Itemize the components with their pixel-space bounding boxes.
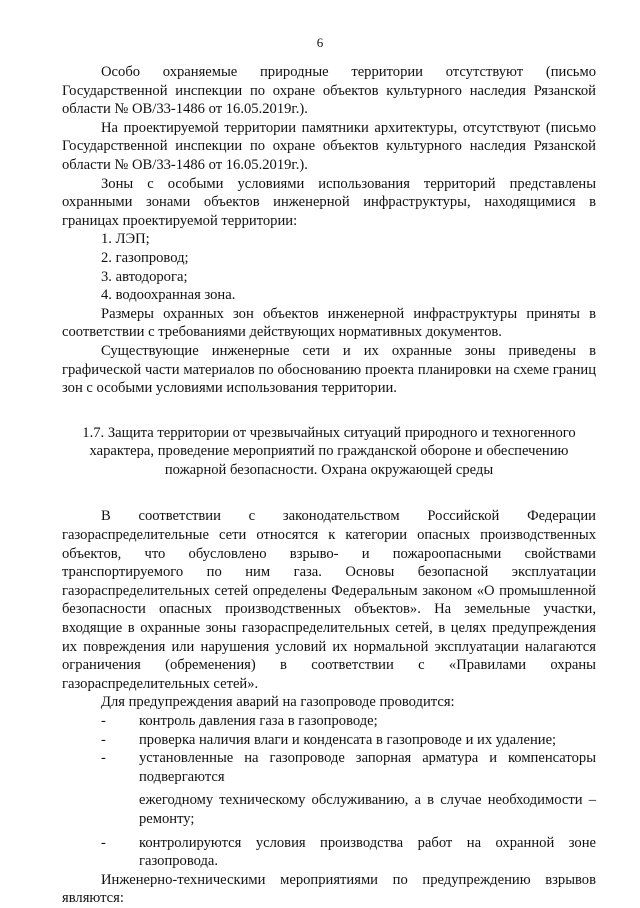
section-heading: 1.7. Защита территории от чрезвычайных ситуаций природного и техногенного характера, проведение мероприятий по гражданской обороне и обеспечению пожарной безопасности. Охрана окружающей среды: [82, 424, 576, 478]
list-item: [62, 712, 596, 731]
paragraph-special-zones: Зоны с особыми условиями использования территорий представлены охранными зонами объектов инженерной инфраструктуры, находящимися в границах проектируемой территории:: [62, 175, 596, 229]
paragraph-engineering-measures: Инженерно-техническими мероприятиями по предупреждению взрывов являются:: [62, 871, 596, 907]
dash-marker: -: [101, 750, 106, 767]
list-item-continuation: ежегодному техническому обслуживанию, а в случае необходимости – ремонту;: [139, 792, 596, 827]
list-item: 2. газопровод;: [101, 249, 189, 266]
list-item-text: контроль давления газа в газопроводе;: [139, 713, 378, 729]
list-item: 3. автодорога;: [101, 268, 188, 285]
list-item: [62, 731, 596, 750]
list-item-text: проверка наличия влаги и конденсата в газопроводе и их удаление;: [139, 731, 557, 748]
paragraph-accident-prevention: Для предупреждения аварий на газопроводе проводится:: [101, 694, 455, 711]
page-number: 6: [316, 35, 324, 50]
list-item-text: установленные на газопроводе запорная арматура и компенсаторы подвергаются: [139, 750, 596, 785]
page-body: [62, 63, 596, 908]
paragraph-protected-areas: Особо охраняемые природные территории отсутствуют (письмо Государственной инспекции по охране объектов культурного наследия Рязанской области № ОВ/33-1486 от 16.05.2019г.).: [62, 64, 596, 118]
dash-marker: -: [101, 713, 106, 729]
list-item: [62, 834, 596, 871]
list-item: 1. ЛЭП;: [101, 231, 150, 248]
paragraph-existing-networks: Существующие инженерные сети и их охранные зоны приведены в графической части материалов по обоснованию проекта планировки на схеме границ зон с особыми условиями использования территории.: [62, 342, 596, 397]
list-item: [62, 749, 596, 786]
dash-marker: -: [101, 731, 106, 748]
list-item: 4. водоохранная зона.: [101, 287, 236, 304]
list-item-text: контролируются условия производства работ на охранной зоне газопровода.: [139, 834, 596, 870]
paragraph-zone-sizes: Размеры охранных зон объектов инженерной инфраструктуры приняты в соответствии с требованиями действующих нормативных документов.: [62, 305, 596, 341]
dash-marker: -: [101, 834, 106, 851]
paragraph-gas-networks: В соответствии с законодательством Российской Федерации газораспределительные сети относятся к категории опасных производственных объектов, что обусловлено взрыво- и пожароопасными свойствами транспортируемого по ним газа. Основы безопасной эксплуатации газораспределительных сетей определены Федеральным законом «О промышленной безопасности опасных производственных объектов». На земельные участки, входящие в охранные зоны газораспределительных сетей, в целях предупреждения их повреждения или нарушения условий их нормальной эксплуатации налагаются ограничения (обременения) в соответствии с «Правилами охраны газораспределительных сетей».: [62, 508, 596, 692]
paragraph-architecture: На проектируемой территории памятники архитектуры, отсутствуют (письмо Государственной инспекции по охране объектов культурного наследия Рязанской области № ОВ/33-1486 от 16.05.2019г.).: [62, 119, 596, 173]
